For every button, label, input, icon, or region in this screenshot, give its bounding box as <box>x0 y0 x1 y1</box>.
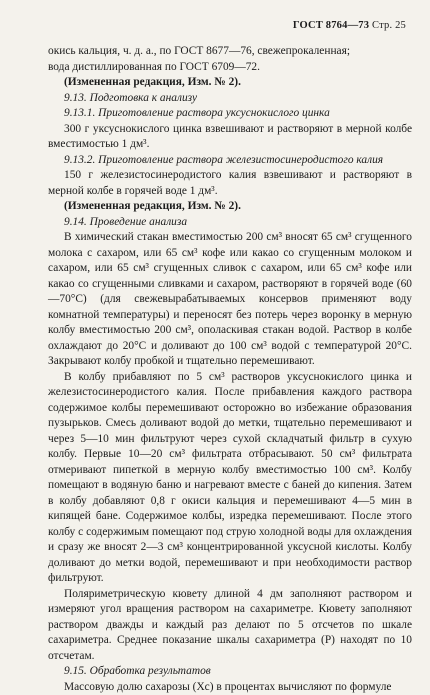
reagent-line: окись кальция, ч. д. а., по ГОСТ 8677—76, свежепрокаленная; <box>48 44 412 60</box>
section-heading: 9.13. Подготовка к анализу <box>48 91 412 107</box>
reagent-line: вода дистиллированная по ГОСТ 6709—72. <box>48 60 412 76</box>
section-heading: 9.15. Обработка результатов <box>48 664 412 680</box>
paragraph: Массовую долю сахарозы (Xc) в процентах вычисляют по формуле <box>48 680 412 695</box>
document-body <box>48 44 412 695</box>
standard-number: ГОСТ 8764—73 <box>293 20 369 31</box>
paragraph: В химический стакан вместимостью 200 см³ вносят 65 см³ сгущенного молока с сахаром, или 65 см³ кофе или какао со сгущенным молоком и сахаром, или 65 см³ сгущенных сливок с сахаром, или 65 см³ кофе или какао со сгущенными сливками и сахаром, растворяют в горячей воде (60—70°С) (для свежевырабатываемых консервов применяют воду комнатной температуры) и переносят без потерь через воронку в мерную колбу вместимостью 200 см³, ополаскивая стакан водой. Раствор в колбе охлаждают до 20°С и доливают до 100 см³ водой с температурой 20°С. Закрывают колбу пробкой и тщательно перемешивают. <box>48 230 412 370</box>
paragraph: Поляриметрическую кювету длиной 4 дм заполняют раствором и измеряют угол вращения раствором на сахариметре. Кювету заполняют раствором дважды и каждый раз делают по 5 отсчетов по шкале сахариметра. Среднее показание шкалы сахариметра (P) находят по 10 отсчетам. <box>48 587 412 665</box>
revision-note: (Измененная редакция, Изм. № 2). <box>48 199 412 215</box>
revision-note: (Измененная редакция, Изм. № 2). <box>48 75 412 91</box>
section-heading: 9.14. Проведение анализа <box>48 215 412 231</box>
page-header <box>293 20 406 31</box>
subsection-heading: 9.13.2. Приготовление раствора железистосинеродистого калия <box>48 153 412 169</box>
paragraph: В колбу прибавляют по 5 см³ растворов уксуснокислого цинка и железистосинеродистого калия. После прибавления каждого раствора содержимое колбы перемешивают осторожно во избежание образования пузырьков. Смесь доливают водой до метки, тщательно перемешивают и через 5—10 мин фильтруют через сухой складчатый фильтр в сухую колбу. Первые 10—20 см³ фильтрата отбрасывают. 50 см³ фильтрата отмеривают пипеткой в мерную колбу вместимостью 100 см³. Колбу помещают в водяную баню и нагревают вместе с баней до кипения. Затем в колбу добавляют 0,8 г окиси кальция и перемешивают 4—5 мин в кипящей бане. Содержимое колбы, изредка перемешивают. После этого колбу с содержимым помещают под струю холодной воды для охлаждения и сразу же вносят 2—3 см³ концентрированной уксусной кислоты. Колбу доливают до метки водой, перемешивают и при необходимости раствор фильтруют. <box>48 370 412 587</box>
subsection-heading: 9.13.1. Приготовление раствора уксуснокислого цинка <box>48 106 412 122</box>
paragraph: 150 г железистосинеродистого калия взвешивают и растворяют в мерной колбе в горячей воде 1 дм³. <box>48 168 412 199</box>
paragraph: 300 г уксуснокислого цинка взвешивают и растворяют в мерной колбе вместимостью 1 дм³. <box>48 122 412 153</box>
page-number: Стр. 25 <box>372 20 406 31</box>
